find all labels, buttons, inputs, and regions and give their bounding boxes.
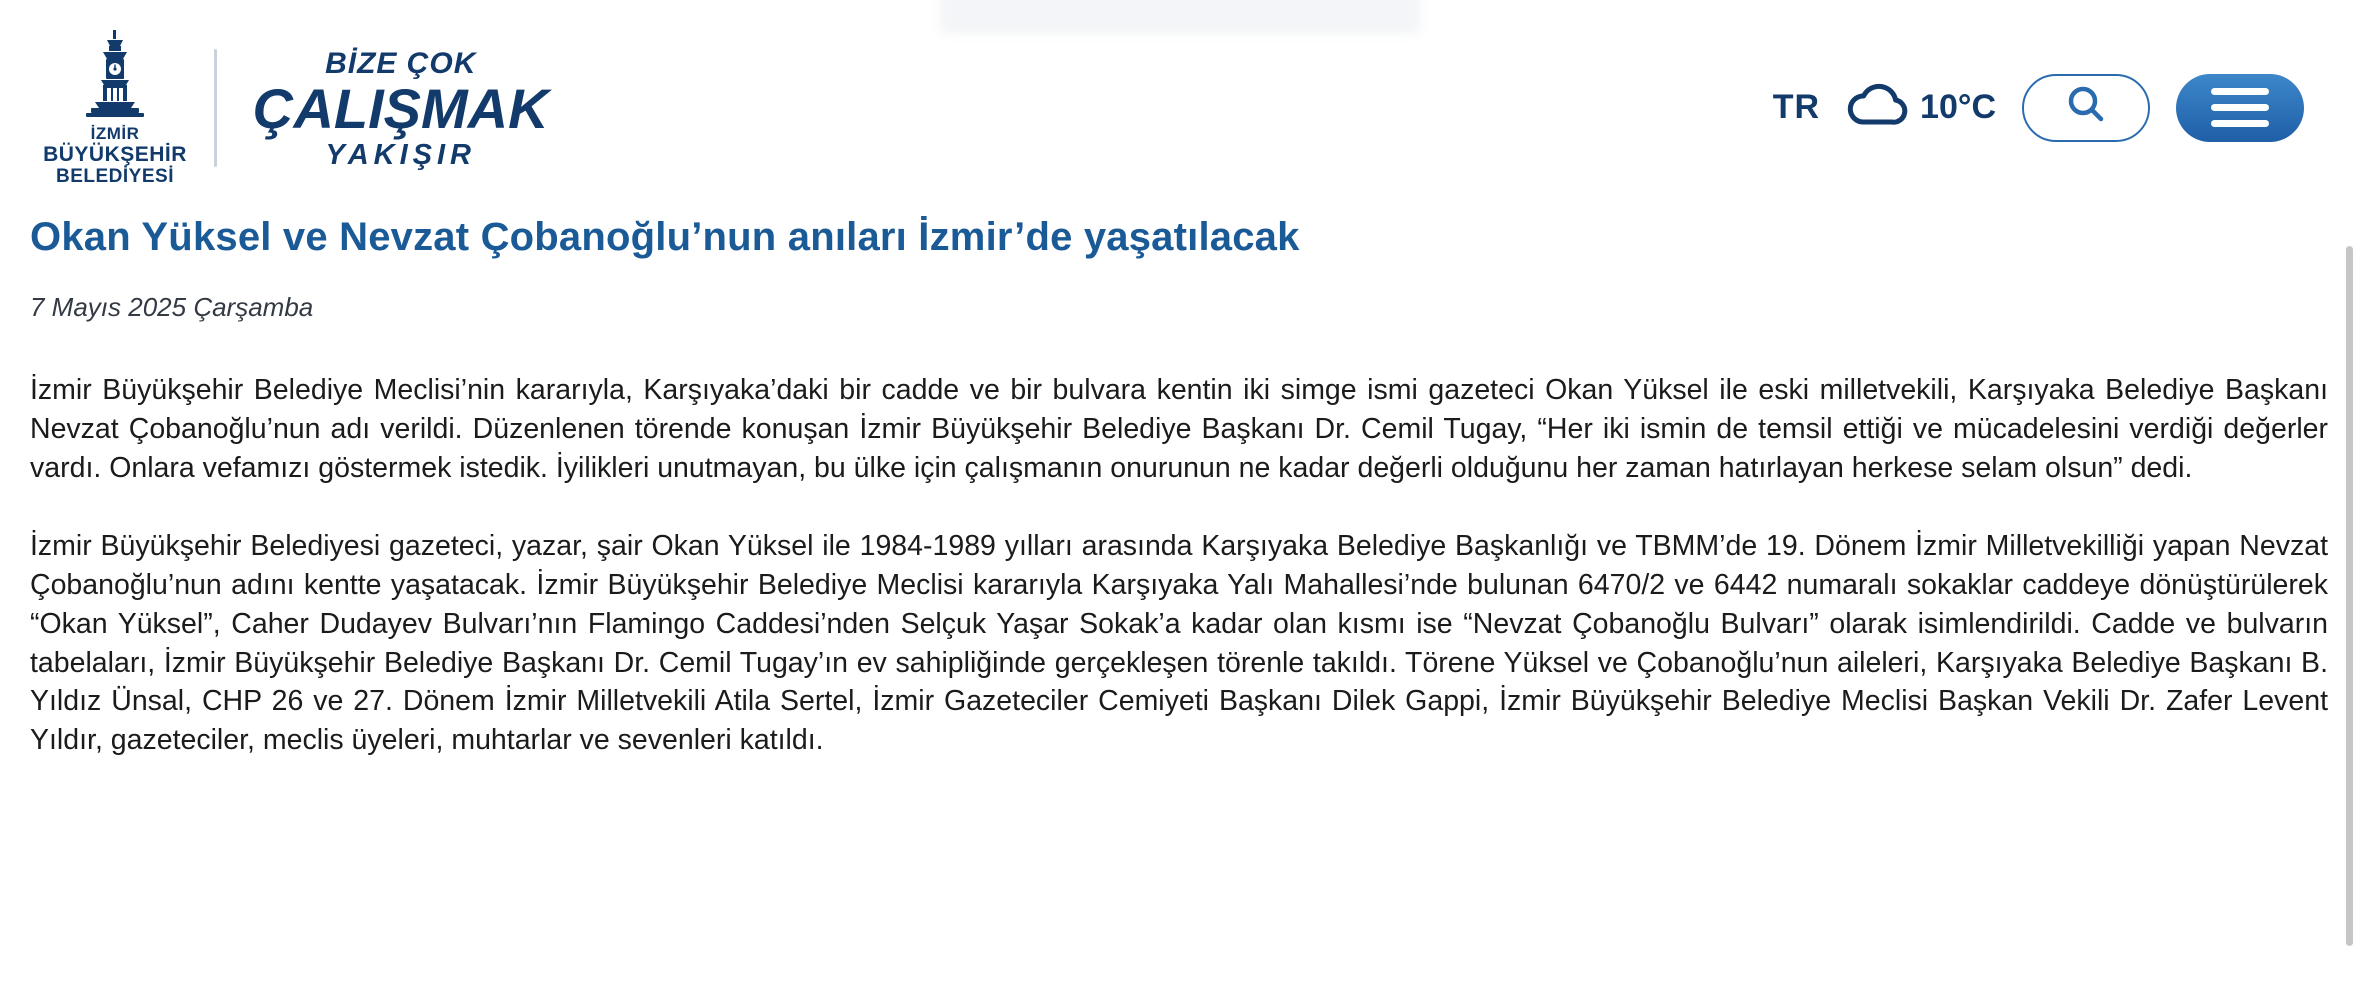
hamburger-menu-icon-bar-2 (2211, 104, 2269, 111)
vertical-scrollbar[interactable] (2342, 0, 2358, 998)
scrollbar-thumb[interactable] (2346, 246, 2353, 946)
article-paragraph-2: İzmir Büyükşehir Belediyesi gazeteci, yazar, şair Okan Yüksel ile 1984-1989 yılları arasında Karşıyaka Belediye Başkanlığı ve TBMM’de 19. Dönem İzmir Milletvekilliği yapan Nevzat Çobanoğlu’nun adını kentte yaşatacak. İzmir Büyükşehir Belediye Meclisi kararıyla Karşıyaka Yalı Mahallesi’nde bulunan 6470/2 ve 6442 numaralı sokaklar caddeye dönüştürülerek “Okan Yüksel”, Caher Dudayev Bulvarı’nın Flamingo Caddesi’nden Selçuk Yaşar Sokak’a kadar olan kısmı ise “Nevzat Çobanoğlu Bulvarı” olarak isimlendirildi. Cadde ve bulvarın tabelaları, İzmir Büyükşehir Belediye Başkanı Dr. Cemil Tugay’ın ev sahipliğinde gerçekleşen törenle takıldı. Törene Yüksel ve Çobanoğlu’nun aileleri, Karşıyaka Belediye Başkanı B. Yıldız Ünsal, CHP 26 ve 27. Dönem İzmir Milletvekili Atila Sertel, İzmir Gazeteciler Cemiyeti Başkanı Dilek Gappi, İzmir Büyükşehir Belediye Meclisi Başkan Vekili Dr. Zafer Levent Yıldır, gazeteciler, meclis üyeleri, muhtarlar ve sevenleri katıldı. (30, 530, 2328, 756)
logo-line-1: İZMİR (90, 123, 140, 143)
hamburger-menu-icon (2211, 88, 2269, 95)
article-date: 7 Mayıs 2025 Çarşamba (30, 292, 314, 322)
logo[interactable] (40, 28, 190, 188)
slogan-line-2: ÇALIŞMAK (253, 77, 549, 140)
language-switcher[interactable]: TR (1772, 88, 1821, 126)
menu-button[interactable] (2176, 74, 2304, 142)
logo-text (43, 124, 187, 188)
page-title: Okan Yüksel ve Nevzat Çobanoğlu’nun anıları İzmir’de yaşatılacak (30, 215, 1300, 259)
weather-widget[interactable] (1846, 82, 1996, 133)
temperature-label: 10°C (1920, 88, 1996, 126)
cloud-icon (1846, 82, 1908, 133)
brand-divider (214, 49, 217, 167)
header-actions (1773, 74, 2304, 142)
logo-line-2: BÜYÜKŞEHİR (43, 142, 187, 166)
site-header (0, 0, 2360, 215)
search-button[interactable] (2022, 74, 2150, 142)
search-icon (2064, 83, 2108, 132)
clock-tower-icon (73, 28, 157, 120)
brand-area[interactable] (40, 28, 549, 188)
hamburger-menu-icon-bar-3 (2211, 120, 2269, 127)
article (0, 215, 2360, 760)
slogan-line-3: YAKIŞIR (325, 139, 476, 171)
slogan (253, 45, 549, 170)
logo-line-3: BELEDİYESİ (56, 166, 174, 188)
article-paragraph-1: İzmir Büyükşehir Belediye Meclisi’nin kararıyla, Karşıyaka’daki bir cadde ve bir bulvara kentin iki simge ismi gazeteci Okan Yüksel ile eski milletvekili, Karşıyaka Belediye Başkanı Nevzat Çobanoğlu’nun adı verildi. Düzenlenen törende konuşan İzmir Büyükşehir Belediye Başkanı Dr. Cemil Tugay, “Her iki ismin de temsil ettiği ve mücadelesini verdiği değerler vardı. Onlara vefamızı göstermek istedik. İyilikleri unutmayan, bu ülke için çalışmanın onurunun ne kadar değerli olduğunu her zaman hatırlayan herkese selam olsun” dedi. (30, 374, 2328, 484)
slogan-line-1: BİZE ÇOK (325, 47, 477, 80)
